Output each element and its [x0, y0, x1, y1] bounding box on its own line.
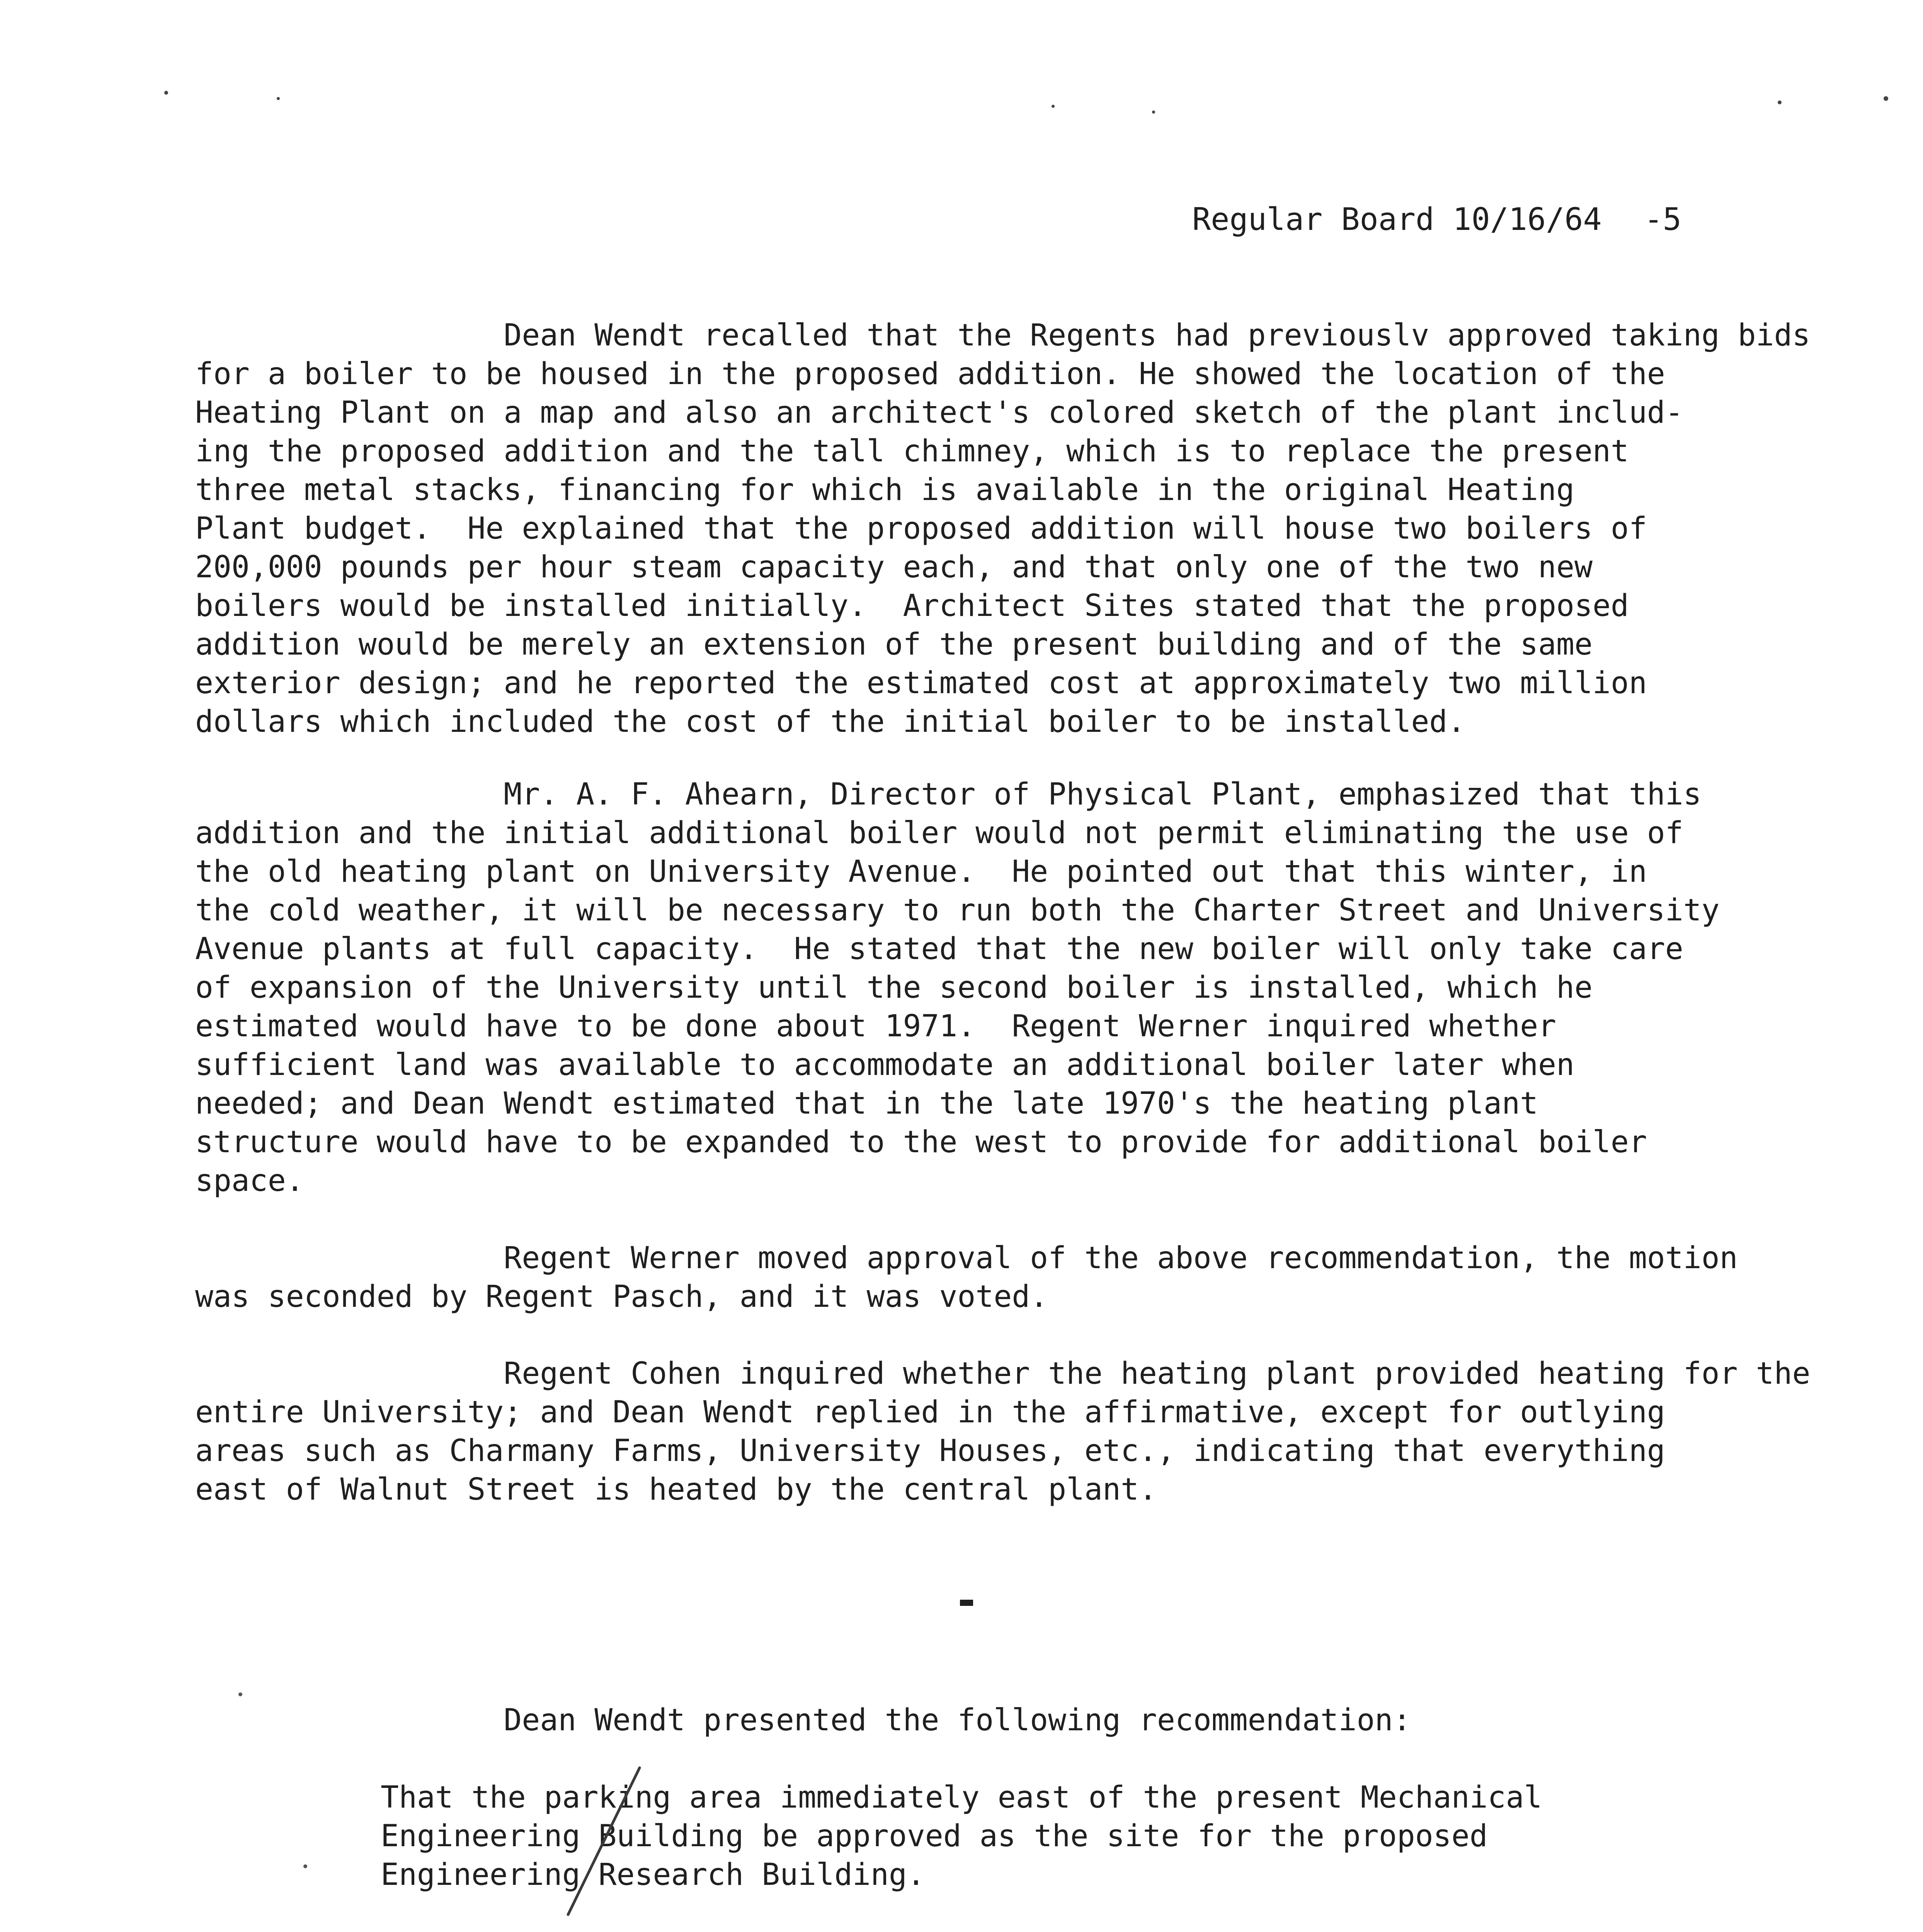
scan-speck — [238, 1692, 242, 1696]
paragraph-recommendation-intro: Dean Wendt presented the following recommendation: — [195, 1703, 1411, 1738]
scan-speck — [303, 1864, 307, 1868]
scan-speck — [277, 97, 280, 100]
scan-speck — [1778, 100, 1782, 104]
paragraph-motion-approval: Regent Werner moved approval of the above recommendation, the motion was seconded by Regent Pasch, and it was voted. — [195, 1241, 1738, 1314]
scan-speck — [1884, 96, 1888, 101]
section-divider — [960, 1600, 973, 1606]
scan-speck — [164, 91, 168, 95]
scan-speck — [1152, 111, 1155, 114]
paragraph-heating-plant-addition: Dean Wendt recalled that the Regents had previouslv approved taking bids for a boiler to be housed in the proposed addition. He showed the location of the Heating Plant on a map and also an architect's colored sketch of the plant includ- ing the proposed addition and the tall chimney, which is to replace the present three metal stacks, financing for which is available in the original Heating Plant budget. He explained that the proposed addition will house two boilers of 200,000 pounds per hour steam capacity each, and that only one of the two new boilers would be installed initially. Architect Sites stated that the proposed addition would be merely an extension of the present building and of the same exterior design; and he reported the estimated cost at approximately two million dollars which included the cost of the initial boiler to be installed. — [195, 318, 1811, 739]
header-title: Regular Board 10/16/64 — [1192, 201, 1602, 237]
scan-speck — [1052, 105, 1055, 108]
recommendation-text: That the parking area immediately east of the present Mechanical Engineering Building be approved as the site for the proposed Engineering Research Building. — [381, 1780, 1542, 1892]
paragraph-heating-coverage: Regent Cohen inquired whether the heating plant provided heating for the entire University; and Dean Wendt replied in the affirmative, except for outlying areas such as Charmany Farms, University Houses, etc., indicating that everything east of Walnut Street is heated by the central plant. — [195, 1356, 1811, 1507]
paragraph-physical-plant-director: Mr. A. F. Ahearn, Director of Physical Plant, emphasized that this addition and the initial additional boiler would not permit eliminating the use of the old heating plant on University Avenue. He pointed out that this winter, in the cold weather, it will be necessary to run both the Charter Street and University Avenue plants at full capacity. He stated that the new boiler will only take care of expansion of the University until the second boiler is installed, which he estimated would have to be done about 1971. Regent Werner inquired whether sufficient land was available to accommodate an additional boiler later when needed; and Dean Wendt estimated that in the late 1970's the heating plant structure would have to be expanded to the west to provide for additional boiler space. — [195, 777, 1720, 1198]
header-page-number: -5 — [1644, 201, 1681, 237]
page-header — [1192, 200, 1681, 239]
